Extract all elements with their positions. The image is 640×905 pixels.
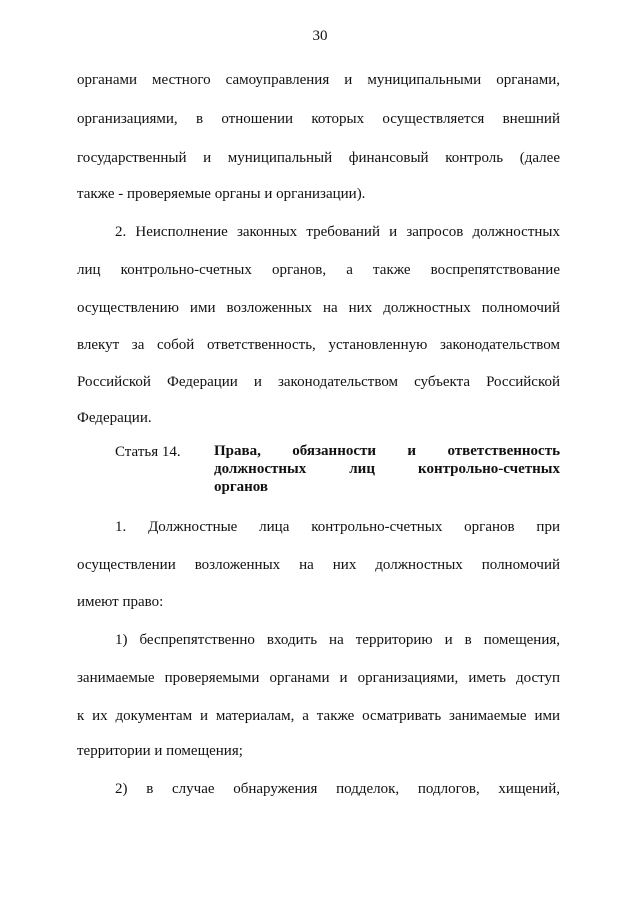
paragraph-line: также - проверяемые органы и организации). — [77, 186, 366, 202]
article-number: Статья 14. — [115, 444, 181, 460]
paragraph-line: Российской Федерации и законодательством субъекта Российской — [77, 374, 560, 390]
paragraph-line: 2) в случае обнаружения подделок, подлогов, хищений, — [115, 781, 560, 797]
paragraph-line: осуществлению ими возложенных на них должностных полномочий — [77, 300, 560, 316]
paragraph-line: влекут за собой ответственность, установленную законодательством — [77, 337, 560, 353]
paragraph-line: осуществлении возложенных на них должностных полномочий — [77, 557, 560, 573]
paragraph-line: к их документам и материалам, а также осматривать занимаемые ими — [77, 708, 560, 724]
paragraph-line: 2. Неисполнение законных требований и запросов должностных — [115, 224, 560, 240]
paragraph-line: государственный и муниципальный финансовый контроль (далее — [77, 150, 560, 166]
article-title-line: должностных лиц контрольно-счетных — [214, 461, 560, 477]
article-title-line: Права, обязанности и ответственность — [214, 443, 560, 459]
page-number: 30 — [312, 28, 328, 44]
paragraph-line: территории и помещения; — [77, 743, 243, 759]
paragraph-line: Федерации. — [77, 410, 152, 426]
paragraph-line: органами местного самоуправления и муниципальными органами, — [77, 72, 560, 88]
paragraph-line: имеют право: — [77, 594, 164, 610]
paragraph-line: организациями, в отношении которых осуществляется внешний — [77, 111, 560, 127]
article-title-line: органов — [214, 479, 269, 495]
paragraph-line: 1. Должностные лица контрольно-счетных органов при — [115, 519, 560, 535]
paragraph-line: занимаемые проверяемыми органами и организациями, иметь доступ — [77, 670, 560, 686]
paragraph-line: лиц контрольно-счетных органов, а также воспрепятствование — [77, 262, 560, 278]
paragraph-line: 1) беспрепятственно входить на территорию и в помещения, — [115, 632, 560, 648]
